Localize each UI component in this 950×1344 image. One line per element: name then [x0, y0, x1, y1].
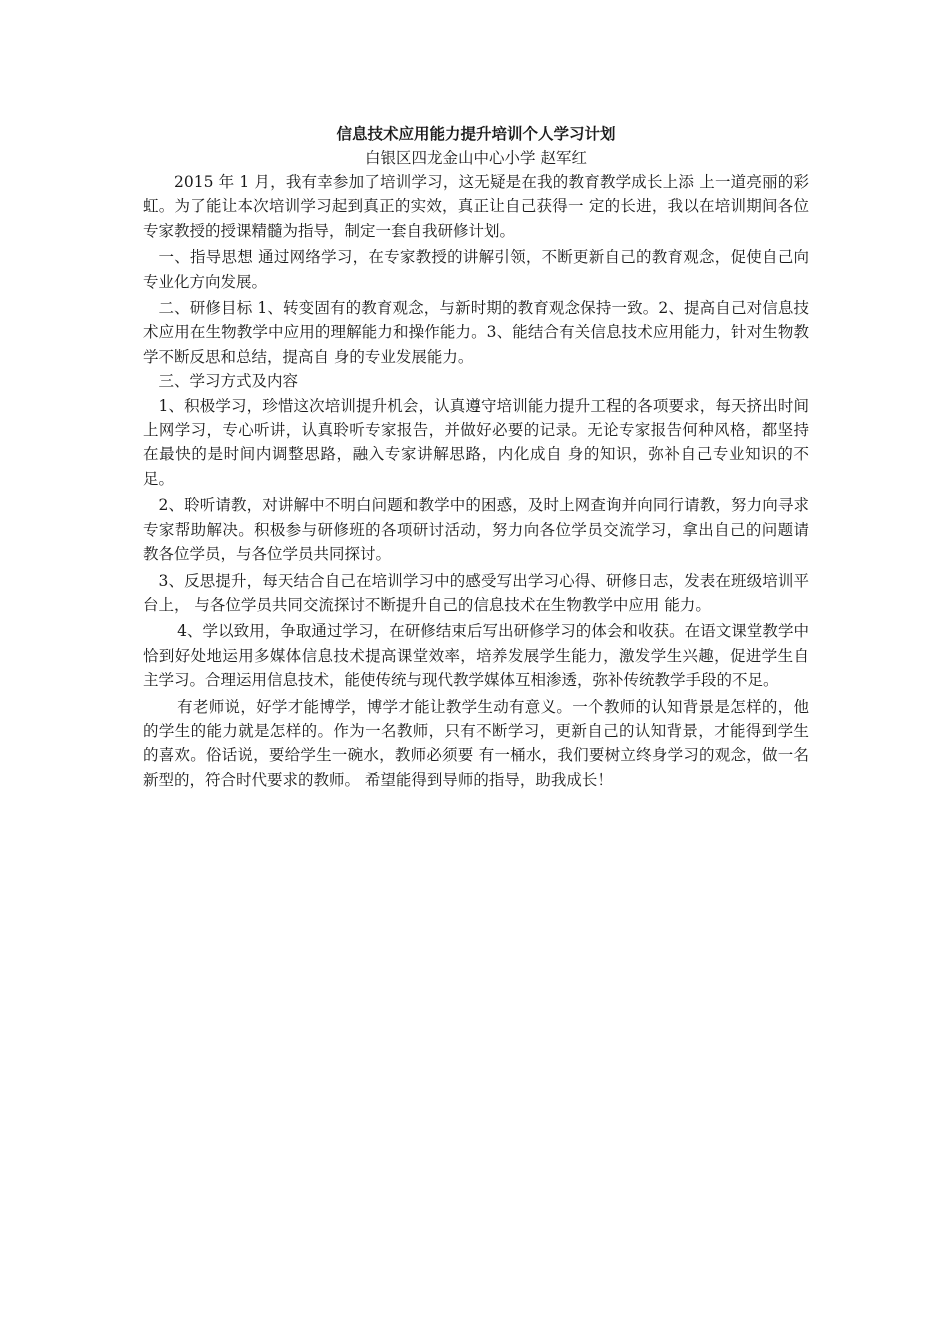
method-item-1: 1、积极学习，珍惜这次培训提升机会，认真遵守培训能力提升工程的各项要求，每天挤出时间上网学习，专心听讲，认真聆听专家报告，并做好必要的记录。无论专家报告何种风格，都坚持在最快的是时间内调整思路，融入专家讲解思路，内化成自 身的知识，弥补自己专业知识的不足。	[143, 396, 809, 488]
section-learning-methods-heading: 三、学习方式及内容	[158, 372, 299, 391]
method-item-3: 3、反思提升，每天结合自己在培训学习中的感受写出学习心得、研修日志，发表在班级培训平台上， 与各位学员共同交流探讨不断提升自己的信息技术在生物教学中应用 能力。	[143, 571, 809, 614]
section-guiding-ideology: 一、指导思想 通过网络学习，在专家教授的讲解引领，不断更新自己的教育观念，促使自己向专业化方向发展。	[143, 248, 809, 291]
method-item-4: 4、学以致用，争取通过学习，在研修结束后写出研修学习的体会和收获。在语文课堂教学中恰到好处地运用多媒体信息技术提高课堂效率，培养发展学生能力，激发学生兴趣，促进学生自主学习。合理运用信息技术，能使传统与现代教学媒体互相渗透，弥补传统教学手段的不足。	[143, 622, 809, 690]
method-item-2: 2、聆听请教，对讲解中不明白问题和教学中的困惑，及时上网查询并向同行请教，努力向寻求专家帮助解决。积极参与研修班的各项研讨活动，努力向各位学员交流学习，拿出自己的问题请教各位学员，与各位学员共同探讨。	[143, 496, 809, 564]
document-title: 信息技术应用能力提升培训个人学习计划	[336, 124, 616, 143]
intro-paragraph: 2015 年 1 月，我有幸参加了培训学习，这无疑是在我的教育教学成长上添 上一道亮丽的彩虹。为了能让本次培训学习起到真正的实效，真正让自己获得一 定的长进，我以在培训期间各位专家教授的授课精髓为指导，制定一套自我研修计划。	[143, 173, 809, 240]
author-line: 白银区四龙金山中心小学 赵军红	[365, 149, 587, 167]
closing-paragraph: 有老师说，好学才能博学，博学才能让教学生动有意义。一个教师的认知背景是怎样的，他的学生的能力就是怎样的。作为一名教师，只有不断学习，更新自己的认知背景，才能得到学生的喜欢。俗话说，要给学生一碗水，教师必须要 有一桶水，我们要树立终身学习的观念，做一名新型的，符合时代要求的教师。 希望能得到导师的指导，助我成长！	[143, 697, 809, 789]
section-research-goals: 二、研修目标 1、转变固有的教育观念，与新时期的教育观念保持一致。2、提高自己对信息技术应用在生物教学中应用的理解能力和操作能力。3、能结合有关信息技术应用能力，针对生物教学不断反思和总结，提高自 身的专业发展能力。	[143, 299, 809, 366]
document-body	[143, 122, 809, 792]
